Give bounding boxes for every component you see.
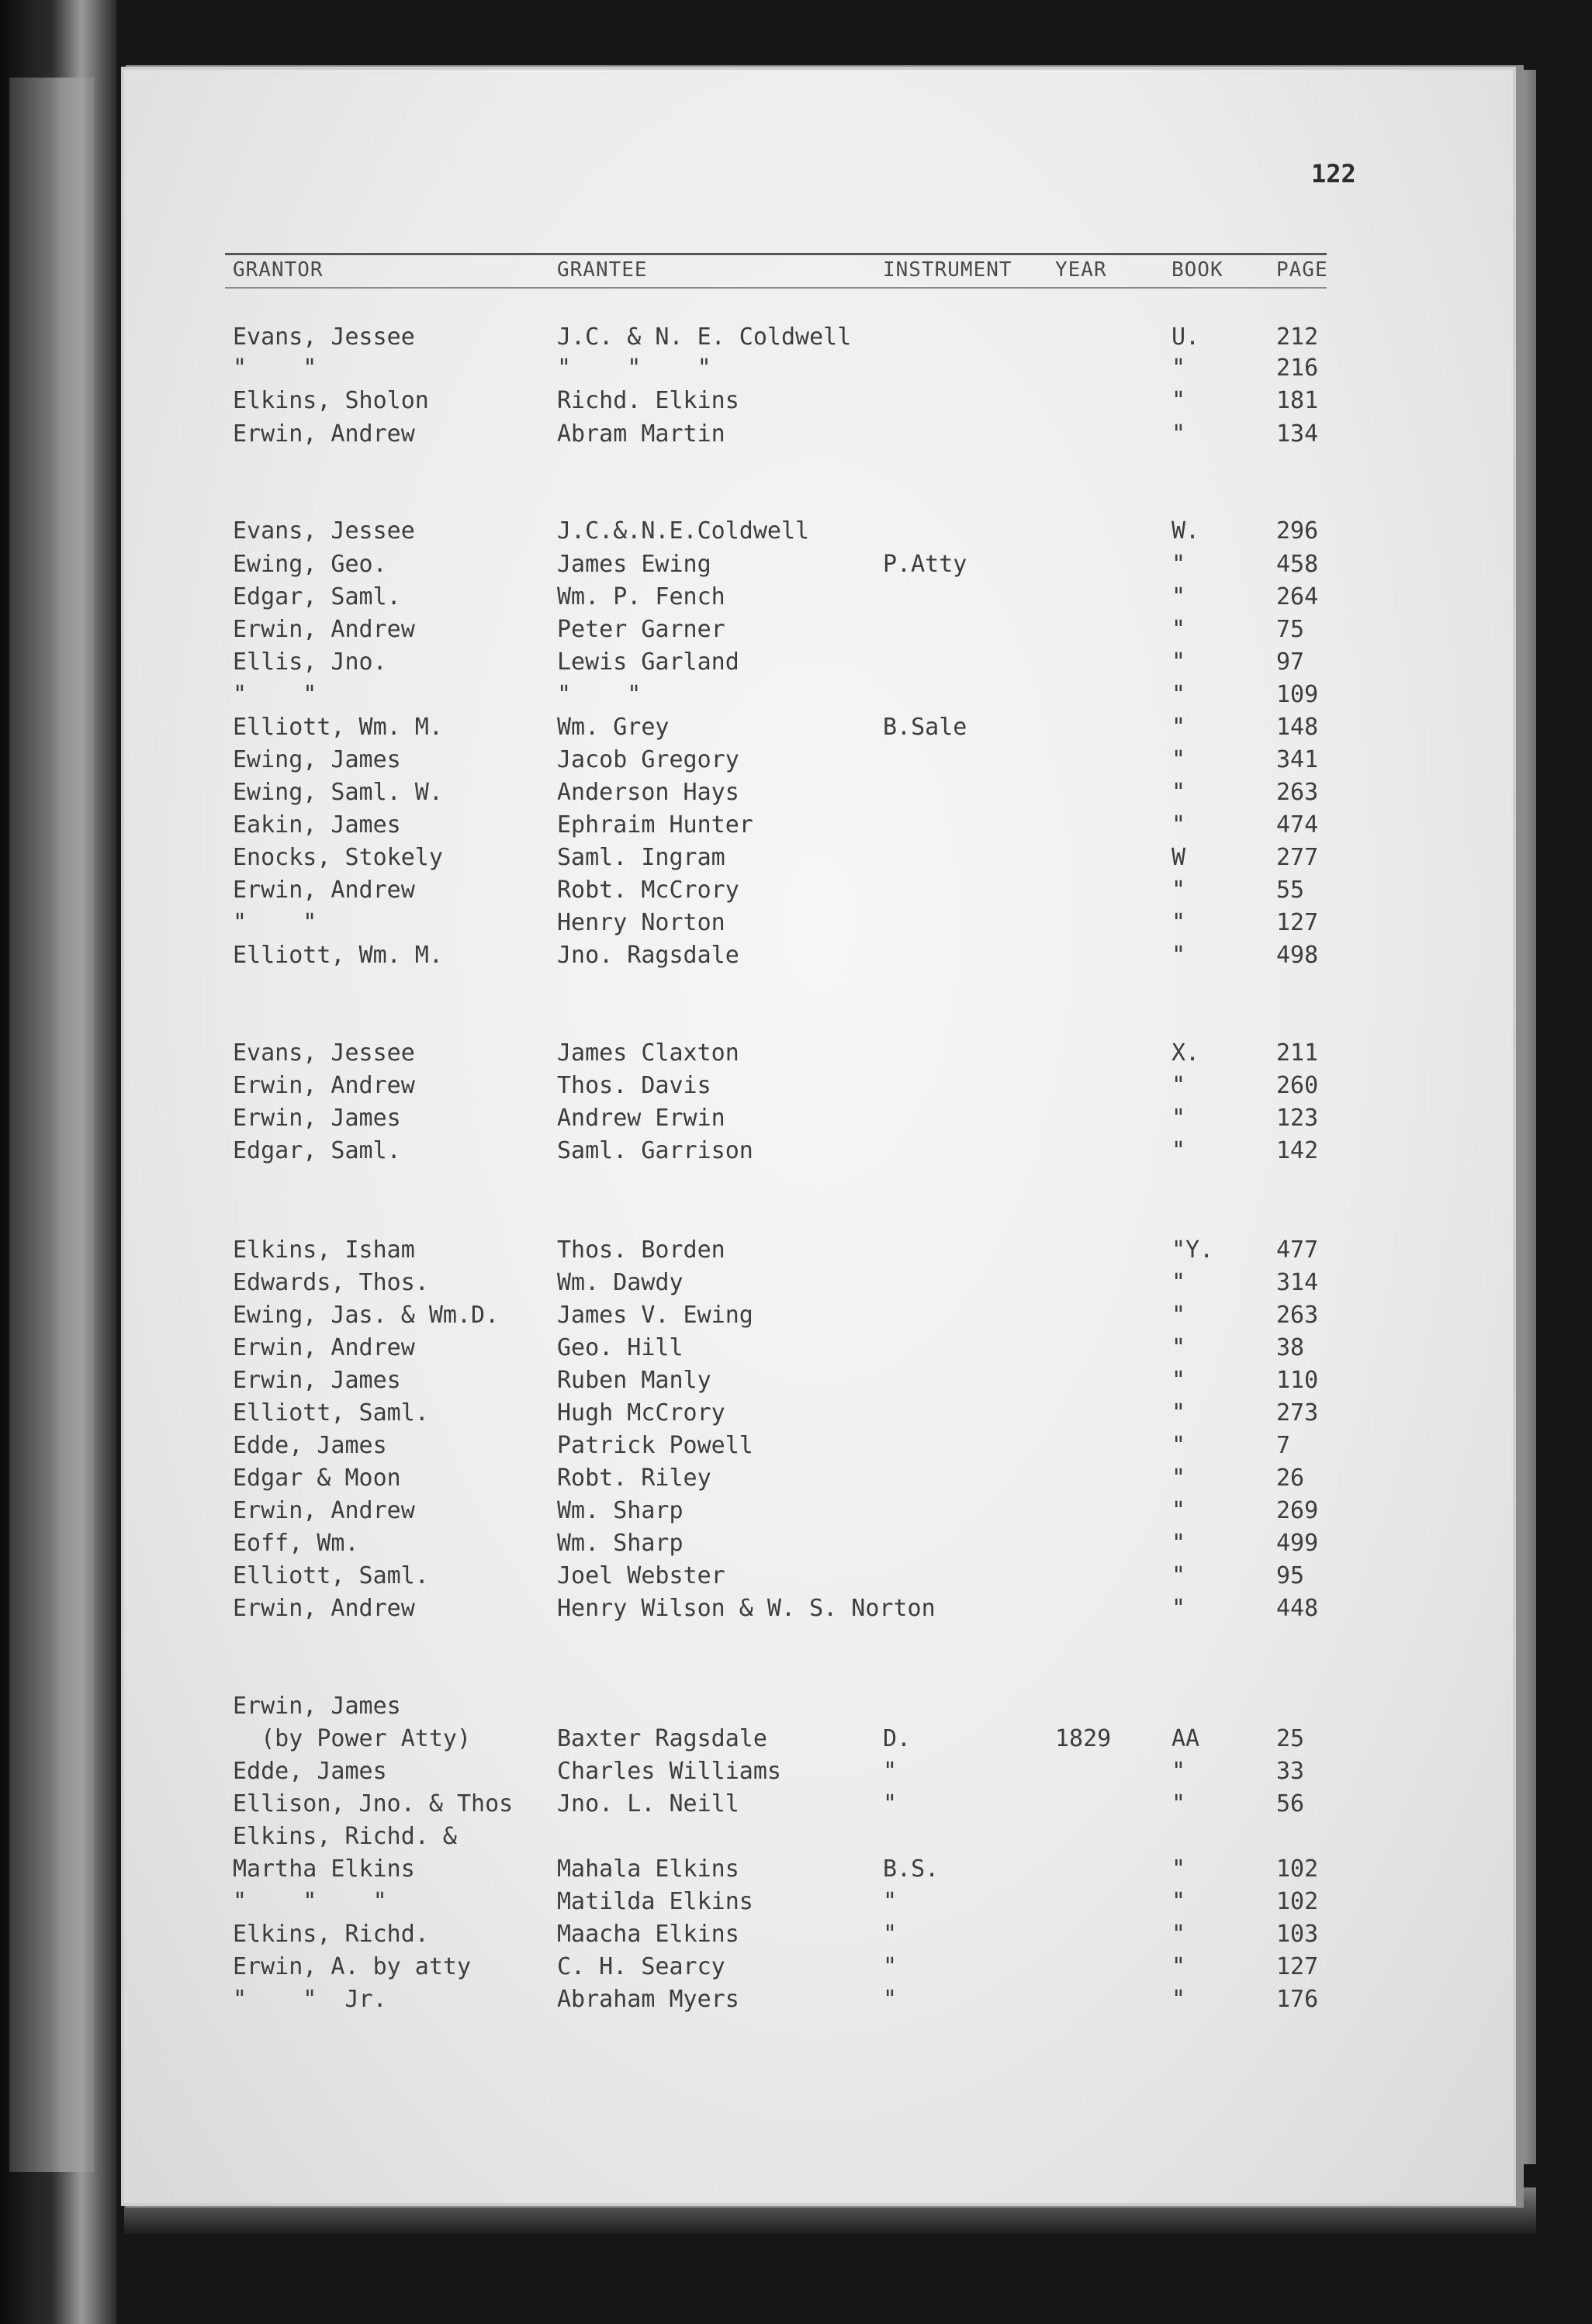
cell-page: 55 bbox=[1276, 877, 1305, 904]
cell-page: 176 bbox=[1276, 1986, 1319, 2013]
cell-book: " bbox=[1172, 811, 1186, 839]
cell-grantor: Erwin, Andrew bbox=[233, 616, 415, 643]
cell-instrument: B.S. bbox=[883, 1855, 940, 1883]
table-row bbox=[0, 842, 1592, 873]
table-row bbox=[0, 516, 1592, 547]
cell-grantee: Maacha Elkins bbox=[557, 1921, 739, 1948]
cell-book: " bbox=[1172, 420, 1186, 448]
cell-page: 474 bbox=[1276, 811, 1319, 839]
cell-grantor: Elkins, Richd. & bbox=[233, 1823, 457, 1850]
cell-book: " bbox=[1172, 1921, 1186, 1948]
cell-book: " bbox=[1172, 1399, 1186, 1427]
cell-grantor: Ellis, Jno. bbox=[233, 648, 387, 676]
cell-grantor: Elkins, Isham bbox=[233, 1236, 415, 1264]
cell-page: 181 bbox=[1276, 387, 1319, 414]
cell-page: 212 bbox=[1276, 323, 1319, 351]
cell-book: " bbox=[1172, 1432, 1186, 1459]
cell-page: 448 bbox=[1276, 1595, 1319, 1622]
table-row bbox=[0, 1952, 1592, 1983]
cell-grantor: " " bbox=[233, 354, 317, 382]
cell-grantee: Joel Webster bbox=[557, 1562, 725, 1589]
cell-grantor: Erwin, Andrew bbox=[233, 1334, 415, 1361]
cell-grantee: Ephraim Hunter bbox=[557, 811, 753, 839]
cell-page: 314 bbox=[1276, 1269, 1319, 1296]
column-header-row bbox=[0, 254, 1592, 289]
cell-page: 56 bbox=[1276, 1790, 1305, 1817]
cell-book: " bbox=[1172, 1072, 1186, 1099]
cell-grantee: Lewis Garland bbox=[557, 648, 739, 676]
cell-page: 477 bbox=[1276, 1236, 1319, 1264]
cell-grantor: " " " bbox=[233, 1888, 387, 1915]
table-row bbox=[0, 1235, 1592, 1266]
cell-book: W bbox=[1172, 844, 1186, 871]
cell-grantee: Henry Wilson & W. S. Norton bbox=[557, 1595, 936, 1622]
cell-book: " bbox=[1172, 1953, 1186, 1980]
header-instrument: INSTRUMENT bbox=[883, 258, 1012, 282]
table-row bbox=[0, 745, 1592, 776]
cell-grantee: Charles Williams bbox=[557, 1758, 781, 1785]
cell-grantee: J.C.&.N.E.Coldwell bbox=[557, 517, 810, 545]
cell-page: 264 bbox=[1276, 583, 1319, 610]
table-row bbox=[0, 1984, 1592, 2015]
cell-book: "Y. bbox=[1172, 1236, 1214, 1264]
cell-grantor: Evans, Jessee bbox=[233, 323, 415, 351]
cell-grantee: Wm. Sharp bbox=[557, 1530, 684, 1557]
cell-grantor: Ewing, Saml. W. bbox=[233, 779, 443, 806]
table-row bbox=[0, 419, 1592, 450]
table-row bbox=[0, 647, 1592, 678]
cell-grantee: James Claxton bbox=[557, 1039, 739, 1067]
cell-book: " bbox=[1172, 1855, 1186, 1883]
cell-page: 33 bbox=[1276, 1758, 1305, 1785]
header-grantee: GRANTEE bbox=[557, 258, 648, 282]
cell-page: 127 bbox=[1276, 1953, 1319, 1980]
cell-book: " bbox=[1172, 1530, 1186, 1557]
cell-book: " bbox=[1172, 1367, 1186, 1394]
cell-book: " bbox=[1172, 1595, 1186, 1622]
table-row bbox=[0, 1463, 1592, 1494]
cell-grantee: J.C. & N. E. Coldwell bbox=[557, 323, 852, 351]
cell-grantee: James V. Ewing bbox=[557, 1302, 753, 1329]
cell-grantor: Edgar, Saml. bbox=[233, 583, 401, 610]
cell-page: 498 bbox=[1276, 942, 1319, 969]
cell-grantor: " " bbox=[233, 681, 317, 708]
table-row bbox=[0, 1789, 1592, 1820]
table-row bbox=[0, 1854, 1592, 1885]
cell-grantor: Edde, James bbox=[233, 1432, 387, 1459]
table-row bbox=[0, 1691, 1592, 1722]
table-row bbox=[0, 1365, 1592, 1396]
cell-page: 277 bbox=[1276, 844, 1319, 871]
cell-grantee: James Ewing bbox=[557, 551, 711, 578]
table-row bbox=[0, 1561, 1592, 1592]
cell-page: 38 bbox=[1276, 1334, 1305, 1361]
cell-grantee: Mahala Elkins bbox=[557, 1855, 739, 1883]
cell-page: 260 bbox=[1276, 1072, 1319, 1099]
cell-grantor: Elliott, Wm. M. bbox=[233, 714, 443, 741]
cell-page: 25 bbox=[1276, 1725, 1305, 1752]
cell-grantor: Evans, Jessee bbox=[233, 1039, 415, 1067]
cell-instrument: " bbox=[883, 1758, 898, 1785]
page-number: 122 bbox=[1311, 159, 1356, 188]
cell-page: 97 bbox=[1276, 648, 1305, 676]
cell-grantee: Saml. Ingram bbox=[557, 844, 725, 871]
cell-page: 102 bbox=[1276, 1888, 1319, 1915]
cell-grantor: Erwin, Andrew bbox=[233, 877, 415, 904]
cell-instrument: " bbox=[883, 1986, 898, 2013]
cell-book: " bbox=[1172, 1269, 1186, 1296]
table-row bbox=[0, 908, 1592, 939]
cell-grantor: Erwin, Andrew bbox=[233, 1072, 415, 1099]
cell-grantor: (by Power Atty) bbox=[233, 1725, 472, 1752]
cell-grantor: " " bbox=[233, 909, 317, 936]
cell-page: 499 bbox=[1276, 1530, 1319, 1557]
cell-grantor: Erwin, James bbox=[233, 1693, 401, 1720]
cell-grantor: Elkins, Sholon bbox=[233, 387, 429, 414]
cell-year: 1829 bbox=[1055, 1725, 1112, 1752]
cell-grantee: Wm. Grey bbox=[557, 714, 670, 741]
cell-book: " bbox=[1172, 648, 1186, 676]
cell-grantor: Erwin, Andrew bbox=[233, 420, 415, 448]
table-row bbox=[0, 1821, 1592, 1852]
table-row bbox=[0, 1103, 1592, 1134]
cell-grantor: Evans, Jessee bbox=[233, 517, 415, 545]
cell-grantor: Elliott, Saml. bbox=[233, 1399, 429, 1427]
cell-book: " bbox=[1172, 354, 1186, 382]
cell-grantor: Martha Elkins bbox=[233, 1855, 415, 1883]
table-row bbox=[0, 1724, 1592, 1755]
cell-grantor: Eakin, James bbox=[233, 811, 401, 839]
cell-grantee: Hugh McCrory bbox=[557, 1399, 725, 1427]
cell-grantee: Wm. Sharp bbox=[557, 1497, 684, 1524]
table-row bbox=[0, 322, 1592, 353]
cell-grantor: Erwin, Andrew bbox=[233, 1595, 415, 1622]
cell-page: 103 bbox=[1276, 1921, 1319, 1948]
table-row bbox=[0, 940, 1592, 971]
cell-instrument: D. bbox=[883, 1725, 912, 1752]
cell-instrument: " bbox=[883, 1921, 898, 1948]
cell-page: 273 bbox=[1276, 1399, 1319, 1427]
cell-grantee: Wm. P. Fench bbox=[557, 583, 725, 610]
cell-grantee: Anderson Hays bbox=[557, 779, 739, 806]
table-row bbox=[0, 680, 1592, 711]
cell-grantee: Peter Garner bbox=[557, 616, 725, 643]
cell-book: " bbox=[1172, 746, 1186, 773]
cell-page: 263 bbox=[1276, 1302, 1319, 1329]
cell-grantee: Baxter Ragsdale bbox=[557, 1725, 767, 1752]
cell-grantee: Robt. McCrory bbox=[557, 877, 739, 904]
cell-page: 26 bbox=[1276, 1465, 1305, 1492]
cell-grantor: " " Jr. bbox=[233, 1986, 387, 2013]
header-page: PAGE bbox=[1276, 258, 1328, 282]
table-row bbox=[0, 1887, 1592, 1918]
cell-book: W. bbox=[1172, 517, 1200, 545]
table-row bbox=[0, 810, 1592, 841]
cell-page: 263 bbox=[1276, 779, 1319, 806]
cell-instrument: B.Sale bbox=[883, 714, 967, 741]
cell-page: 211 bbox=[1276, 1039, 1319, 1067]
cell-book: " bbox=[1172, 1302, 1186, 1329]
cell-page: 296 bbox=[1276, 517, 1319, 545]
header-year: YEAR bbox=[1055, 258, 1107, 282]
table-row bbox=[0, 712, 1592, 743]
cell-book: " bbox=[1172, 583, 1186, 610]
cell-page: 269 bbox=[1276, 1497, 1319, 1524]
table-row bbox=[0, 777, 1592, 808]
cell-book: " bbox=[1172, 1105, 1186, 1132]
cell-book: " bbox=[1172, 1137, 1186, 1164]
cell-grantee: Wm. Dawdy bbox=[557, 1269, 684, 1296]
cell-page: 75 bbox=[1276, 616, 1305, 643]
cell-page: 110 bbox=[1276, 1367, 1319, 1394]
cell-grantee: C. H. Searcy bbox=[557, 1953, 725, 1980]
cell-book: " bbox=[1172, 877, 1186, 904]
cell-grantee: Patrick Powell bbox=[557, 1432, 753, 1459]
table-row bbox=[0, 1333, 1592, 1364]
cell-book: " bbox=[1172, 1562, 1186, 1589]
table-row bbox=[0, 549, 1592, 580]
cell-page: 216 bbox=[1276, 354, 1319, 382]
table-row bbox=[0, 1136, 1592, 1167]
header-grantor: GRANTOR bbox=[233, 258, 324, 282]
cell-grantor: Ellison, Jno. & Thos bbox=[233, 1790, 514, 1817]
cell-instrument: " bbox=[883, 1790, 898, 1817]
cell-grantor: Edde, James bbox=[233, 1758, 387, 1785]
cell-grantee: Thos. Borden bbox=[557, 1236, 725, 1264]
cell-book: " bbox=[1172, 1888, 1186, 1915]
cell-grantee: Abraham Myers bbox=[557, 1986, 739, 2013]
cell-grantor: Erwin, James bbox=[233, 1367, 401, 1394]
cell-grantee: Henry Norton bbox=[557, 909, 725, 936]
cell-page: 102 bbox=[1276, 1855, 1319, 1883]
cell-page: 95 bbox=[1276, 1562, 1305, 1589]
cell-page: 134 bbox=[1276, 420, 1319, 448]
cell-grantor: Erwin, James bbox=[233, 1105, 401, 1132]
cell-grantee: Abram Martin bbox=[557, 420, 725, 448]
cell-grantor: Ewing, James bbox=[233, 746, 401, 773]
cell-page: 142 bbox=[1276, 1137, 1319, 1164]
cell-book: " bbox=[1172, 1334, 1186, 1361]
cell-book: " bbox=[1172, 387, 1186, 414]
cell-grantor: Erwin, Andrew bbox=[233, 1497, 415, 1524]
cell-book: " bbox=[1172, 942, 1186, 969]
cell-grantee: Matilda Elkins bbox=[557, 1888, 753, 1915]
cell-grantee: " " bbox=[557, 681, 642, 708]
table-row bbox=[0, 1496, 1592, 1527]
table-row bbox=[0, 1070, 1592, 1101]
cell-grantee: Richd. Elkins bbox=[557, 387, 739, 414]
cell-grantor: Eoff, Wm. bbox=[233, 1530, 359, 1557]
cell-instrument: P.Atty bbox=[883, 551, 967, 578]
cell-grantee: Ruben Manly bbox=[557, 1367, 711, 1394]
cell-grantee: Andrew Erwin bbox=[557, 1105, 725, 1132]
cell-grantor: Erwin, A. by atty bbox=[233, 1953, 472, 1980]
cell-grantor: Elliott, Wm. M. bbox=[233, 942, 443, 969]
cell-book: " bbox=[1172, 1790, 1186, 1817]
cell-grantor: Edwards, Thos. bbox=[233, 1269, 429, 1296]
header-book: BOOK bbox=[1172, 258, 1223, 282]
table-row bbox=[0, 1300, 1592, 1331]
cell-page: 7 bbox=[1276, 1432, 1291, 1459]
cell-book: " bbox=[1172, 616, 1186, 643]
table-row bbox=[0, 1038, 1592, 1069]
cell-grantor: Ewing, Geo. bbox=[233, 551, 387, 578]
cell-grantee: " " " bbox=[557, 354, 711, 382]
cell-book: " bbox=[1172, 1758, 1186, 1785]
cell-grantee: Saml. Garrison bbox=[557, 1137, 753, 1164]
table-row bbox=[0, 614, 1592, 645]
table-row bbox=[0, 1756, 1592, 1787]
cell-book: " bbox=[1172, 681, 1186, 708]
table-row bbox=[0, 1267, 1592, 1299]
cell-book: " bbox=[1172, 1465, 1186, 1492]
cell-book: U. bbox=[1172, 323, 1200, 351]
table-row bbox=[0, 386, 1592, 417]
cell-page: 148 bbox=[1276, 714, 1319, 741]
cell-instrument: " bbox=[883, 1888, 898, 1915]
cell-grantor: Edgar & Moon bbox=[233, 1465, 401, 1492]
cell-grantee: Robt. Riley bbox=[557, 1465, 711, 1492]
cell-page: 458 bbox=[1276, 551, 1319, 578]
cell-book: " bbox=[1172, 551, 1186, 578]
cell-book: " bbox=[1172, 779, 1186, 806]
cell-grantee: Jacob Gregory bbox=[557, 746, 739, 773]
cell-page: 127 bbox=[1276, 909, 1319, 936]
table-row bbox=[0, 875, 1592, 906]
cell-book: " bbox=[1172, 909, 1186, 936]
cell-grantee: Jno. Ragsdale bbox=[557, 942, 739, 969]
cell-grantor: Elliott, Saml. bbox=[233, 1562, 429, 1589]
cell-book: " bbox=[1172, 714, 1186, 741]
cell-instrument: " bbox=[883, 1953, 898, 1980]
cell-page: 123 bbox=[1276, 1105, 1319, 1132]
cell-grantee: Geo. Hill bbox=[557, 1334, 684, 1361]
table-row bbox=[0, 1593, 1592, 1624]
table-row bbox=[0, 1398, 1592, 1429]
cell-grantor: Edgar, Saml. bbox=[233, 1137, 401, 1164]
cell-grantee: Jno. L. Neill bbox=[557, 1790, 739, 1817]
cell-book: X. bbox=[1172, 1039, 1200, 1067]
cell-grantee: Thos. Davis bbox=[557, 1072, 711, 1099]
cell-grantor: Enocks, Stokely bbox=[233, 844, 443, 871]
table-row bbox=[0, 353, 1592, 384]
cell-book: " bbox=[1172, 1986, 1186, 2013]
cell-page: 109 bbox=[1276, 681, 1319, 708]
cell-book: " bbox=[1172, 1497, 1186, 1524]
cell-grantor: Elkins, Richd. bbox=[233, 1921, 429, 1948]
table-row bbox=[0, 1430, 1592, 1461]
table-row bbox=[0, 1919, 1592, 1950]
table-row bbox=[0, 582, 1592, 613]
cell-book: AA bbox=[1172, 1725, 1200, 1752]
table-row bbox=[0, 1528, 1592, 1559]
cell-page: 341 bbox=[1276, 746, 1319, 773]
cell-grantor: Ewing, Jas. & Wm.D. bbox=[233, 1302, 500, 1329]
